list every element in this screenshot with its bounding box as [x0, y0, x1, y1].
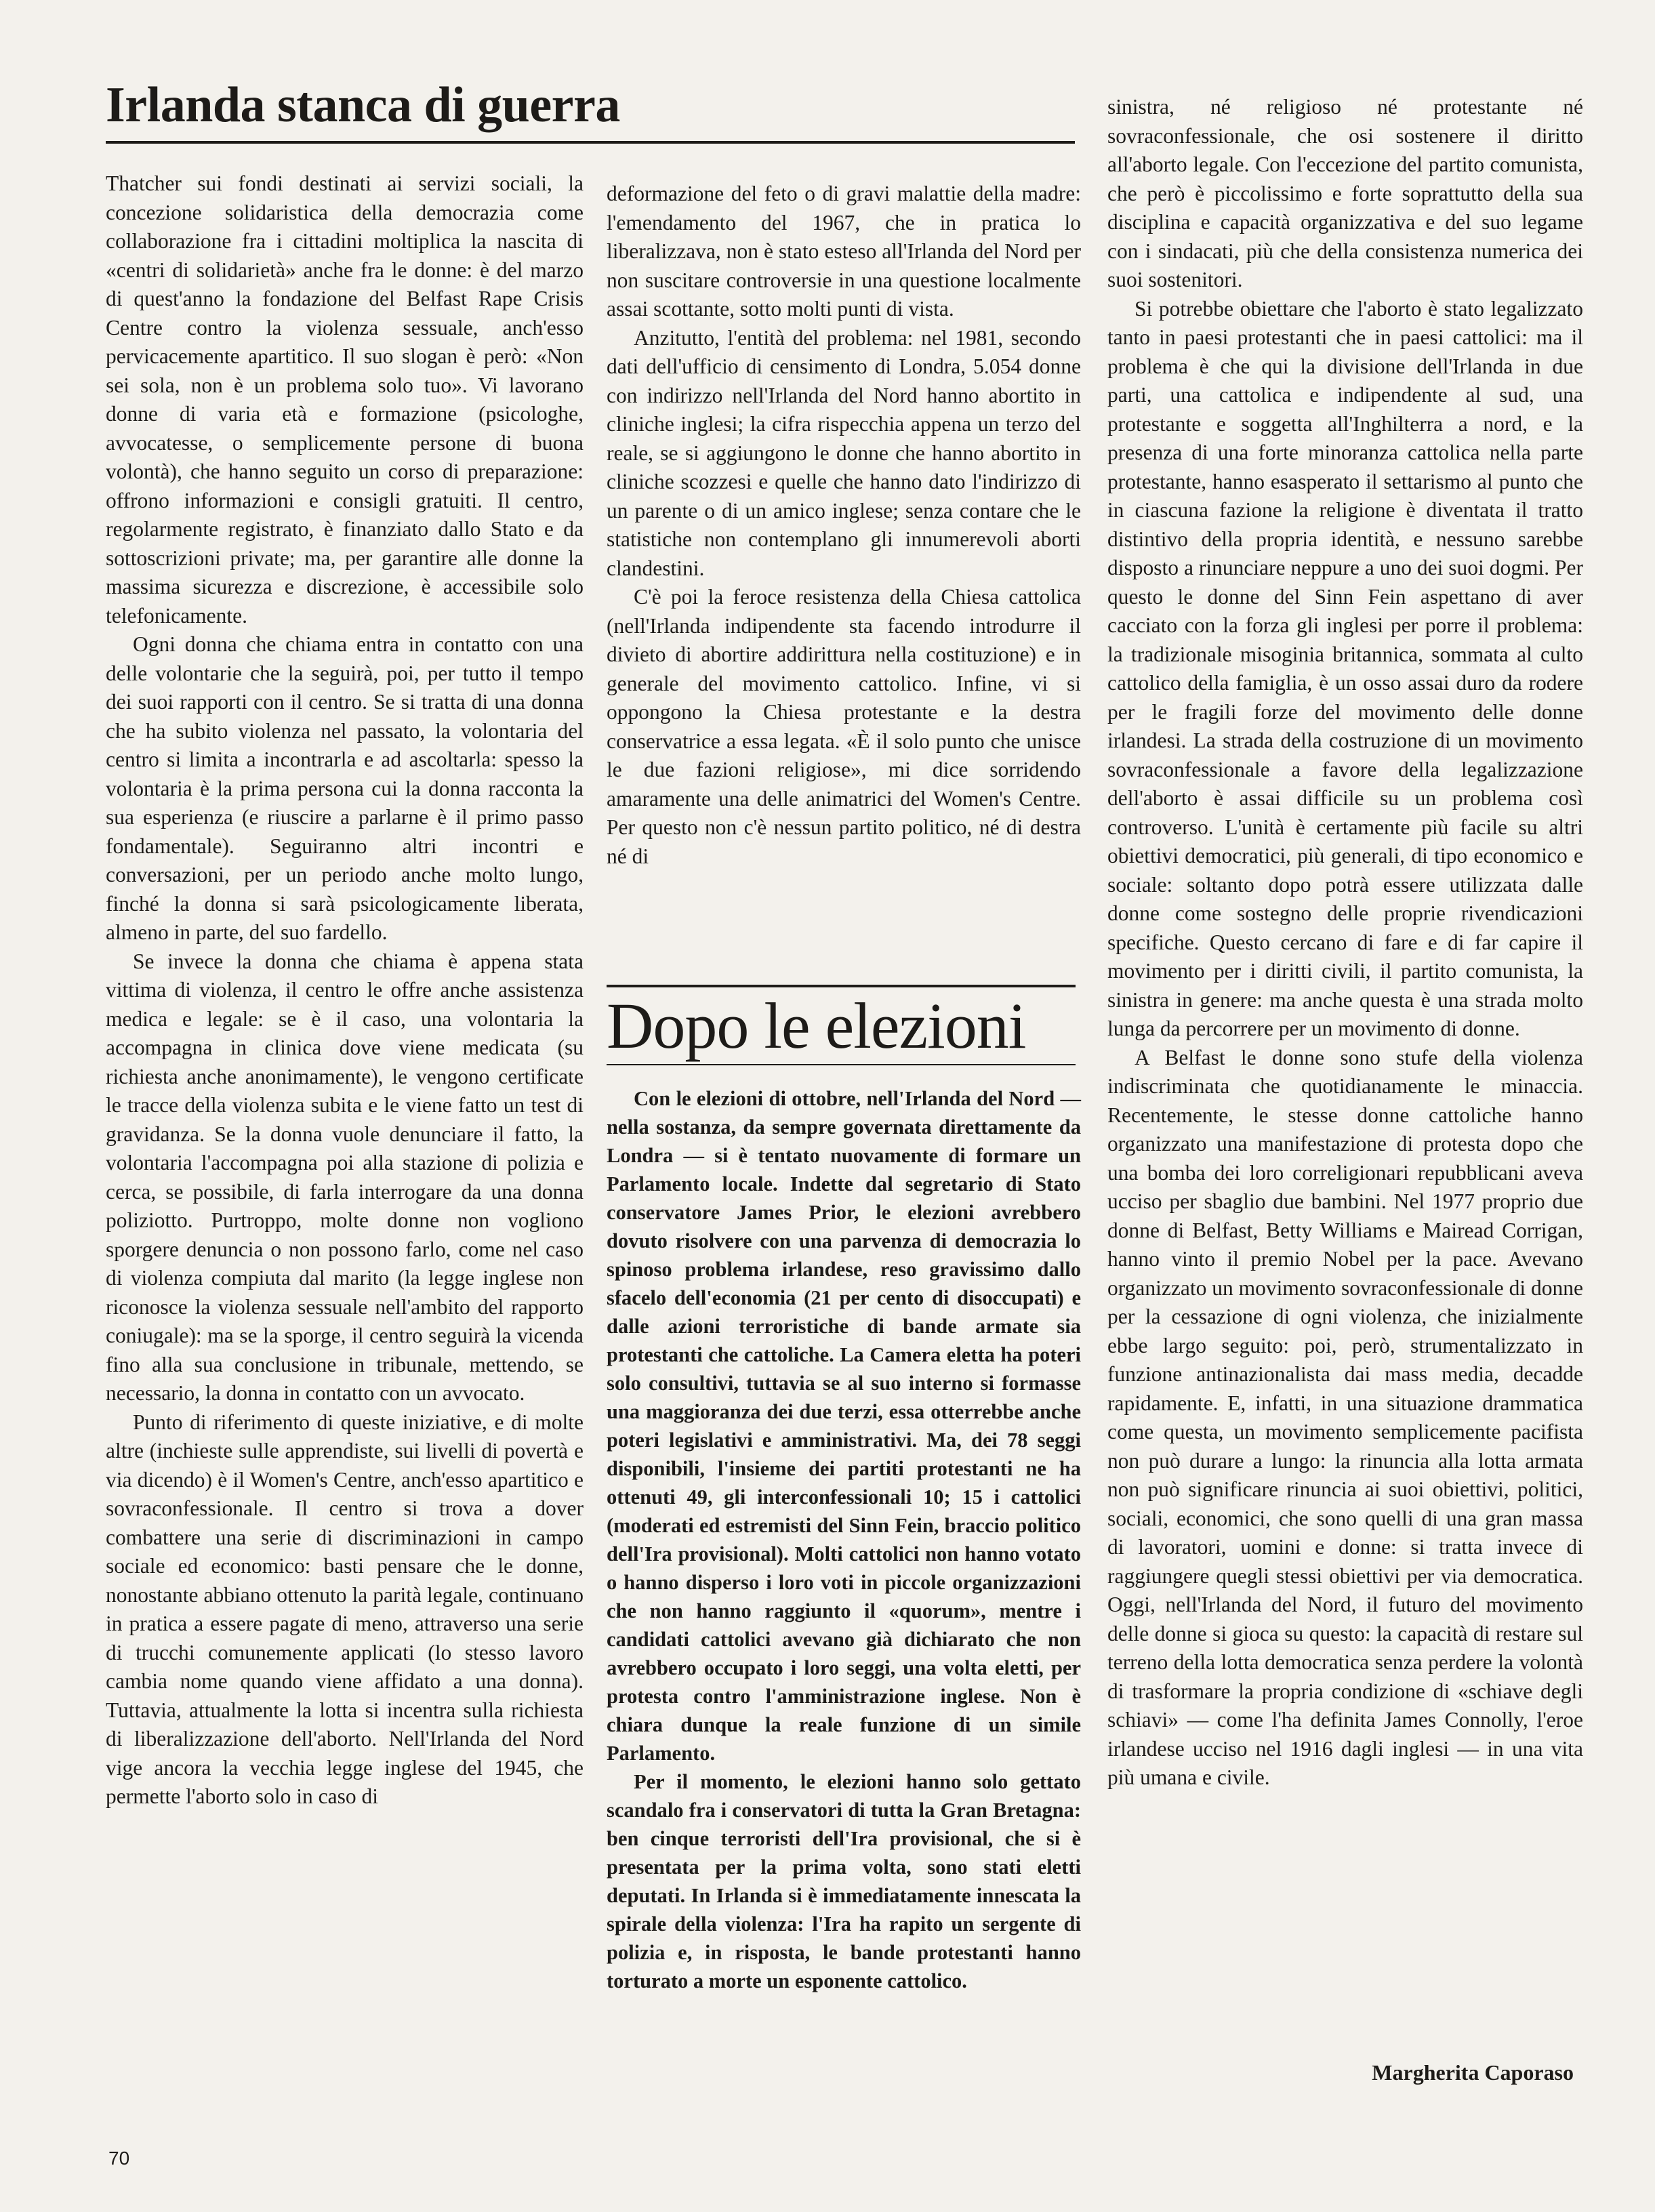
paragraph: sinistra, né religioso né protestante né sovraconfessionale, che osi sostenere il diritto all'aborto legale. Con l'eccezione del partito comunista, che però è piccolissimo e forte soprattutto della sua disciplina e capacità organizzativa e del suo legame con i sindacati, più che della consistenza numerica dei suoi sostenitori. [1107, 95, 1583, 291]
article-column-3 [1107, 93, 1583, 1793]
sidebar-top-rule [607, 985, 1076, 987]
paragraph: Punto di riferimento di queste iniziative, e di molte altre (inchieste sulle apprendiste, sui livelli di povertà e via dicendo) è il Women's Centre, anch'esso apartitico e sovraconfessionale. Il centro si trova a dover combattere una serie di discriminazioni in campo sociale ed economico: basti pensare che le donne, nonostante abbiano ottenuto la parità legale, continuano in pratica a essere pagate di meno, attraverso una serie di trucchi comunemente applicati (lo stesso lavoro cambia nome quando viene affidato a una donna). Tuttavia, attualmente la lotta si incentra sulla richiesta di liberalizzazione dell'aborto. Nell'Irlanda del Nord vige ancora la vecchia legge inglese del 1945, che permette l'aborto solo in caso di [106, 1410, 584, 1808]
author-signature: Margherita Caporaso [1372, 2060, 1574, 2085]
paragraph: Anzitutto, l'entità del problema: nel 1981, secondo dati dell'ufficio di censimento di Londra, 5.054 donne con indirizzo nell'Irlanda del Nord hanno abortito in cliniche inglesi; la cifra rispecchia appena un terzo del reale, se si aggiungono le donne che hanno abortito in cliniche scozzesi e quelle che hanno dato l'indirizzo di un parente o di un amico inglese; senza contare che le statistiche non contemplano gli innumerevoli aborti clandestini. [607, 325, 1081, 580]
paragraph: Se invece la donna che chiama è appena stata vittima di violenza, il centro le offre anche assistenza medica e legale: se è il caso, una volontaria la accompagna in clinica dove viene medicata (su richiesta anche anonimamente), le vengono certificate le tracce della violenza subita e le viene fatto un test di gravidanza. Se la donna vuole denunciare il fatto, la volontaria l'accompagna poi alla stazione di polizia e cerca, se possibile, di farla interrogare da una donna poliziotto. Purtroppo, molte donne non vogliono sporgere denuncia o non possono farlo, come nel caso di violenza compiuta dal marito (la legge inglese non riconosce la violenza sessuale nell'ambito del rapporto coniugale): ma se la sporge, il centro seguirà la vicenda fino alla sua conclusione in tribunale, mettendo, se necessario, la donna in contatto con un avvocato. [106, 949, 584, 1405]
paragraph: Si potrebbe obiettare che l'aborto è stato legalizzato tanto in paesi protestanti che in paesi cattolici: ma il problema è che qui la divisione dell'Irlanda in due parti, una cattolica e indipendente al sud, una protestante e soggetta all'Inghilterra a nord, e la presenza di una forte minoranza cattolica nella parte protestante, hanno esasperato il settarismo al punto che in ciascuna fazione la religione è diventata il tratto distintivo della propria identità, e nessuno sarebbe disposto a rinunciare neppure a uno dei suoi dogmi. Per questo le donne del Sinn Fein aspettano di aver cacciato con la forza gli inglesi per porre il problema: la tradizionale misoginia britannica, sommata al culto cattolico della famiglia, è un osso assai duro da rodere per le fragili forze del movimento delle donne irlandesi. La strada della costruzione di un movimento sovraconfessionale a favore della legalizzazione dell'aborto è assai difficile su un problema così controverso. L'unità è certamente più facile su altri obiettivi democratici, più generali, di tipo economico e sociale: soltanto dopo potrà essere utilizzata dalle donne come sostegno delle proprie rivendicazioni specifiche. Questo cercano di fare e di far capire il movimento per i diritti civili, il partito comunista, la sinistra in genere: ma anche questa è una strada molto lunga da percorrere per un movimento di donne. [1107, 296, 1583, 1040]
paragraph: Con le elezioni di ottobre, nell'Irlanda del Nord — nella sostanza, da sempre governata direttamente da Londra — si è tentato nuovamente di formare un Parlamento locale. Indette dal segretario di Stato conservatore James Prior, le elezioni avrebbero dovuto risolvere con una parvenza di democrazia lo spinoso problema irlandese, reso gravissimo dallo sfacelo dell'economia (21 per cento di disoccupati) e dalle azioni terroristiche di bande armate sia protestanti che cattoliche. La Camera eletta ha poteri solo consultivi, tuttavia se al suo interno si formasse una maggioranza dei due terzi, essa otterrebbe anche poteri legislativi e amministrativi. Ma, dei 78 seggi disponibili, l'insieme dei partiti protestanti ne ha ottenuti 49, gli interconfessionali 10; 15 i cattolici (moderati ed estremisti del Sinn Fein, braccio politico dell'Ira provisional). Molti cattolici non hanno votato o hanno disperso i loro voti in piccole organizzazioni che non hanno raggiunto il «quorum», mentre i candidati cattolici avevano già dichiarato che non avrebbero occupato i loro seggi, una volta eletti, per protesta contro l'amministrazione inglese. Non è chiara dunque la reale funzione di un simile Parlamento. [607, 1087, 1081, 1765]
sidebar-bottom-rule [607, 1064, 1076, 1065]
paragraph: Ogni donna che chiama entra in contatto con una delle volontarie che la seguirà, poi, per tutto il tempo dei suoi rapporti con il centro. Se si tratta di una donna che ha subito violenza nel passato, la volontaria del centro si limita a incontrarla e ad ascoltarla: spesso la volontaria è la prima persona cui la donna racconta la sua esperienza (e riuscire a parlarne è il primo passo fondamentale). Seguiranno altri incontri e conversazioni, per un periodo anche molto lungo, finché la donna si sarà psicologicamente liberata, almeno in parte, del suo fardello. [106, 632, 584, 944]
paragraph: C'è poi la feroce resistenza della Chiesa cattolica (nell'Irlanda indipendente sta facendo introdurre il divieto di abortire addirittura nella costituzione) e in generale del movimento cattolico. Infine, vi si oppongono la Chiesa protestante e la destra conservatrice a essa legata. «È il solo punto che unisce le due fazioni religiose», mi dice sorridendo amaramente una delle animatrici del Women's Centre. Per questo non c'è nessun partito politico, né di destra né di [607, 585, 1081, 868]
page-number: 70 [108, 2148, 130, 2169]
sidebar-title: Dopo le elezioni [607, 989, 1026, 1062]
article-column-2 [607, 180, 1081, 871]
sidebar-body [607, 1084, 1081, 1995]
title-rule [106, 141, 1075, 144]
paragraph: deformazione del feto o di gravi malattie della madre: l'emendamento del 1967, che in pratica lo liberalizzava, non è stato esteso all'Irlanda del Nord per non suscitare controversie in una questione localmente assai scottante, sotto molti punti di vista. [607, 182, 1081, 321]
paragraph: Thatcher sui fondi destinati ai servizi sociali, la concezione solidaristica della democrazia come collaborazione fra i cittadini moltiplica la nascita di «centri di solidarietà» anche fra le donne: è del marzo di quest'anno la fondazione del Belfast Rape Crisis Centre contro la violenza sessuale, anch'esso pervicacemente apartitico. Il suo slogan è però: «Non sei sola, non è un problema solo tuo». Vi lavorano donne di varia età e formazione (psicologhe, avvocatesse, o semplicemente persone di buona volontà), che hanno seguito un corso di preparazione: offrono informazioni e consigli gratuiti. Il centro, regolarmente registrato, è finanziato dallo Stato e da sottoscrizioni private; ma, per garantire alle donne la massima sicurezza e discrezione, è accessibile solo telefonicamente. [106, 171, 584, 628]
paragraph: A Belfast le donne sono stufe della violenza indiscriminata che quotidianamente le minaccia. Recentemente, le stesse donne cattoliche hanno organizzato una manifestazione di protesta dopo che una bomba dei loro correligionari repubblicani aveva ucciso per sbaglio due bambini. Nel 1977 proprio due donne di Belfast, Betty Williams e Mairead Corrigan, hanno vinto il premio Nobel per la pace. Avevano organizzato un movimento sovraconfessionale di donne per la cessazione di ogni violenza, che inizialmente ebbe largo seguito: poi, però, strumentalizzato in funzione antinazionalista dai mass media, decadde rapidamente. E, infatti, in una situazione drammatica come questa, un movimento semplicemente pacifista non può durare a lungo: la rinuncia alla lotta armata non può significare rinuncia ai suoi obiettivi, politici, sociali, economici, che sono quelli di una gran massa di lavoratori, uomini e donne: si tratta invece di raggiungere quegli stessi obiettivi per via democratica. Oggi, nell'Irlanda del Nord, il futuro del movimento delle donne si gioca su questo: la capacità di restare sul terreno della lotta democratica senza perdere la volontà di trasformare la propria condizione di «schiave degli schiavi» — come l'ha definita James Connolly, l'eroe irlandese ucciso nel 1916 dagli inglesi — in una vita più umana e civile. [1107, 1045, 1583, 1789]
article-column-1 [106, 169, 584, 1811]
article-title: Irlanda stanca di guerra [106, 77, 620, 133]
paragraph: Per il momento, le elezioni hanno solo gettato scandalo fra i conservatori di tutta la Gran Bretagna: ben cinque terroristi dell'Ira provisional, che si è presentata per la prima volta, sono stati eletti deputati. In Irlanda si è immediatamente innescata la spirale della violenza: l'Ira ha rapito un sergente di polizia e, in risposta, le bande protestanti hanno torturato a morte un esponente cattolico. [607, 1770, 1081, 1992]
